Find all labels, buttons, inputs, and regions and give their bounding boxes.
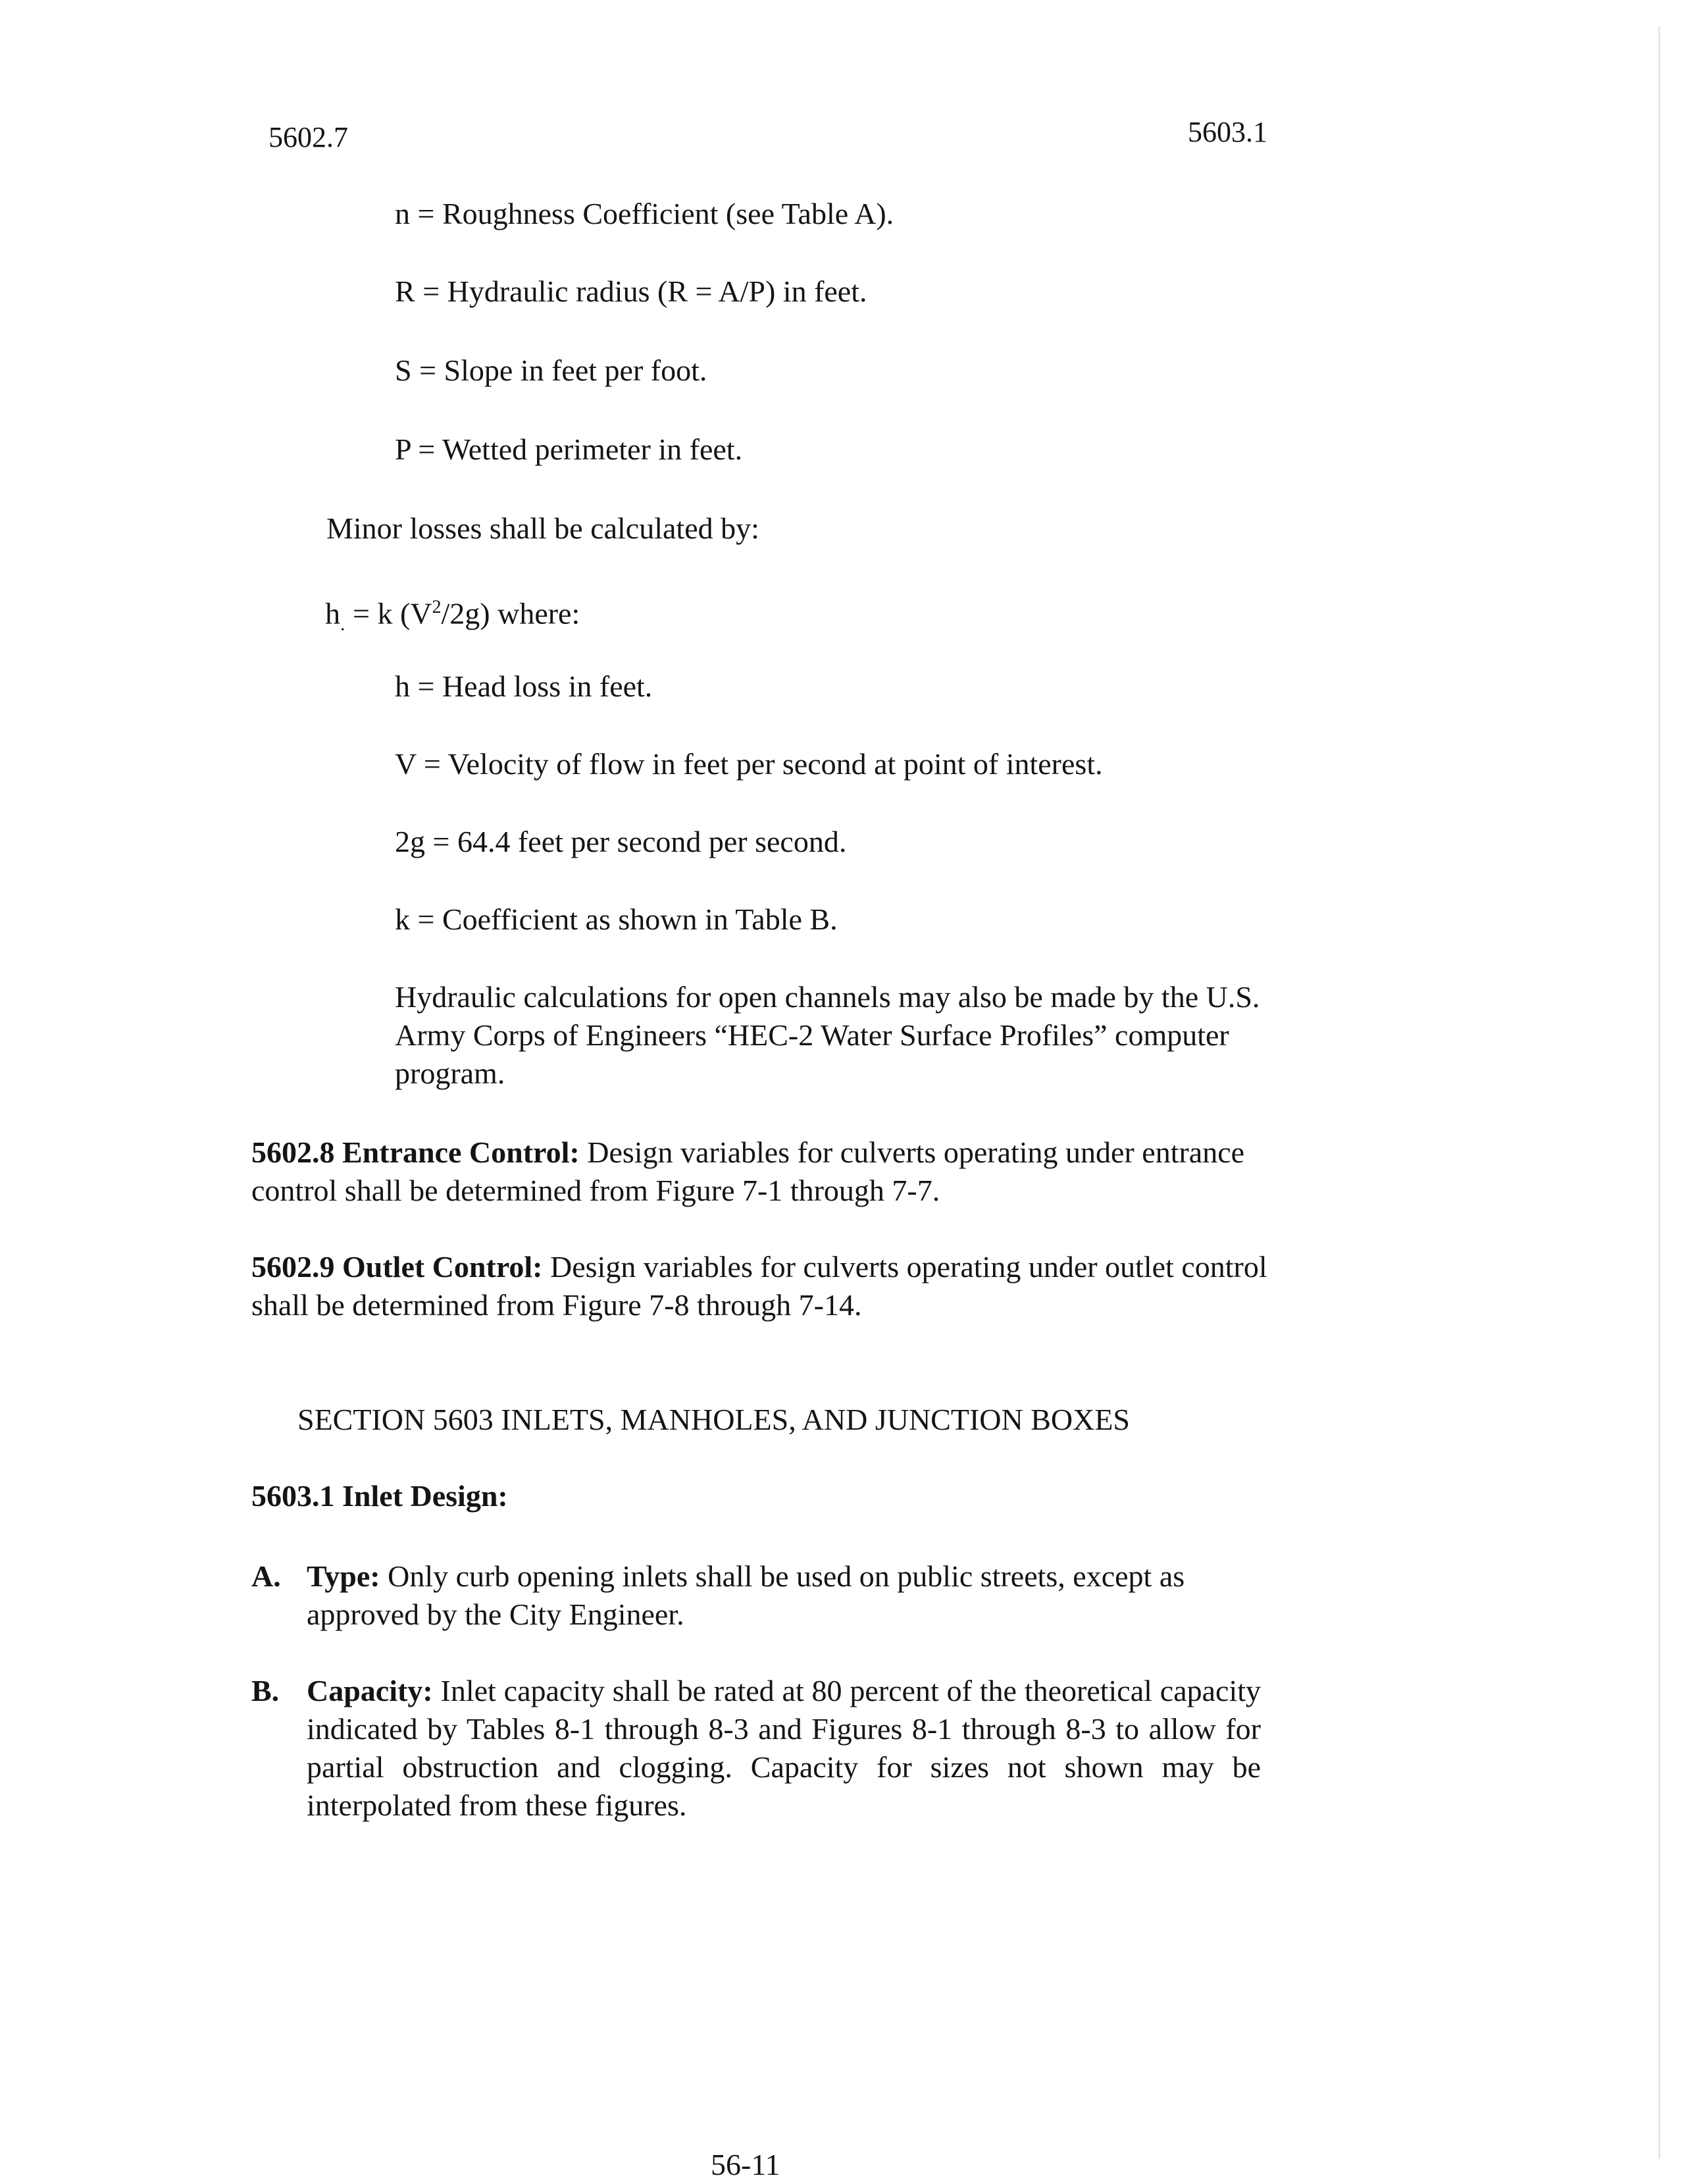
header-right-section: 5603.1: [1188, 116, 1267, 148]
section-text: Design variables for culverts operating under outlet control shall be determined from Figure 7-8 through 7-14.: [251, 1250, 1267, 1322]
definition-symbol: 2g: [395, 825, 425, 858]
definition-symbol: V: [395, 747, 417, 781]
hec-paragraph: Hydraulic calculations for open channels may also be made by the U.S. Army Corps of Engineers “HEC-2 Water Surface Profiles” computer program.: [395, 980, 1260, 1090]
equation-subscript: .: [340, 613, 345, 635]
section-title: Entrance Control:: [342, 1135, 580, 1169]
definition-r: [395, 273, 867, 311]
definition-s: [395, 351, 707, 390]
definition-h: [395, 667, 652, 706]
minor-loss-equation: [325, 588, 580, 644]
item-text: Inlet capacity shall be rated at 80 percent of the theoretical capacity indicated by Tables 8-1 through 8-3 and Figures 8-1 through 8-3 to allow for partial obstruction and clogging. Capacity for sizes not shown may be interpolated from these figures.: [307, 1674, 1262, 1822]
minor-losses-intro: Minor losses shall be calculated by:: [326, 511, 759, 545]
equation-rhs-prefix: k (V: [377, 596, 432, 631]
definition-text: Roughness Coefficient (see Table A).: [442, 197, 894, 230]
equals-sign: =: [419, 353, 437, 387]
definition-symbol: S: [395, 353, 412, 387]
definition-k: [395, 900, 838, 939]
section-number: 5602.8: [251, 1135, 335, 1169]
scan-edge-line: [1658, 26, 1660, 2159]
equals-sign: =: [418, 432, 436, 466]
definition-n: [395, 195, 894, 233]
page-number: 56-11: [711, 2148, 780, 2181]
item-title: Capacity:: [307, 1674, 433, 1707]
subsection-5603-1: [251, 1477, 508, 1515]
definition-symbol: n: [395, 197, 410, 230]
definition-symbol: R: [395, 274, 415, 308]
definition-text: Hydraulic radius (R = A/P) in feet.: [447, 274, 867, 308]
definition-text: Slope in feet per foot.: [444, 353, 707, 387]
definition-text: Wetted perimeter in feet.: [442, 432, 743, 466]
equation-equals: =: [353, 596, 370, 631]
section-heading-5603: SECTION 5603 INLETS, MANHOLES, AND JUNCTION BOXES: [297, 1403, 1130, 1436]
section-number: 5602.9: [251, 1250, 335, 1284]
equals-sign: =: [417, 669, 435, 703]
equation-rhs-suffix: /2g) where:: [441, 596, 580, 631]
section-5602-9: [251, 1248, 1278, 1324]
equation-superscript: 2: [432, 597, 442, 617]
subsection-number: 5603.1: [251, 1479, 335, 1513]
equals-sign: =: [417, 197, 435, 230]
definition-text: 64.4 feet per second per second.: [457, 825, 847, 858]
definition-2g: [395, 823, 846, 861]
subsection-title: Inlet Design:: [342, 1479, 508, 1513]
equals-sign: =: [423, 747, 441, 781]
section-text: Design variables for culverts operating under entrance control shall be determined from Figure 7-1 through 7-7.: [251, 1135, 1245, 1207]
item-title: Type:: [307, 1559, 380, 1593]
definition-symbol: h: [395, 669, 410, 703]
definition-p: [395, 430, 742, 469]
section-title: Outlet Control:: [342, 1250, 543, 1284]
header-left-section: 5602.7: [268, 121, 348, 153]
definition-text: Head loss in feet.: [442, 669, 653, 703]
definition-symbol: P: [395, 432, 411, 466]
definition-v: [395, 745, 1103, 783]
equals-sign: =: [422, 274, 440, 308]
item-b: [307, 1672, 1261, 1825]
definition-text: Coefficient as shown in Table B.: [442, 902, 838, 936]
definition-symbol: k: [395, 902, 410, 936]
equals-sign: =: [432, 825, 450, 858]
item-a-label: A.: [251, 1559, 281, 1593]
item-text: Only curb opening inlets shall be used on public streets, except as approved by the City Engineer.: [307, 1559, 1185, 1631]
item-a: [307, 1557, 1261, 1634]
equation-lhs: h: [325, 596, 340, 631]
equals-sign: =: [417, 902, 435, 936]
section-5602-8: [251, 1133, 1278, 1210]
definition-text: Velocity of flow in feet per second at point of interest.: [447, 747, 1103, 781]
item-b-label: B.: [251, 1674, 280, 1707]
